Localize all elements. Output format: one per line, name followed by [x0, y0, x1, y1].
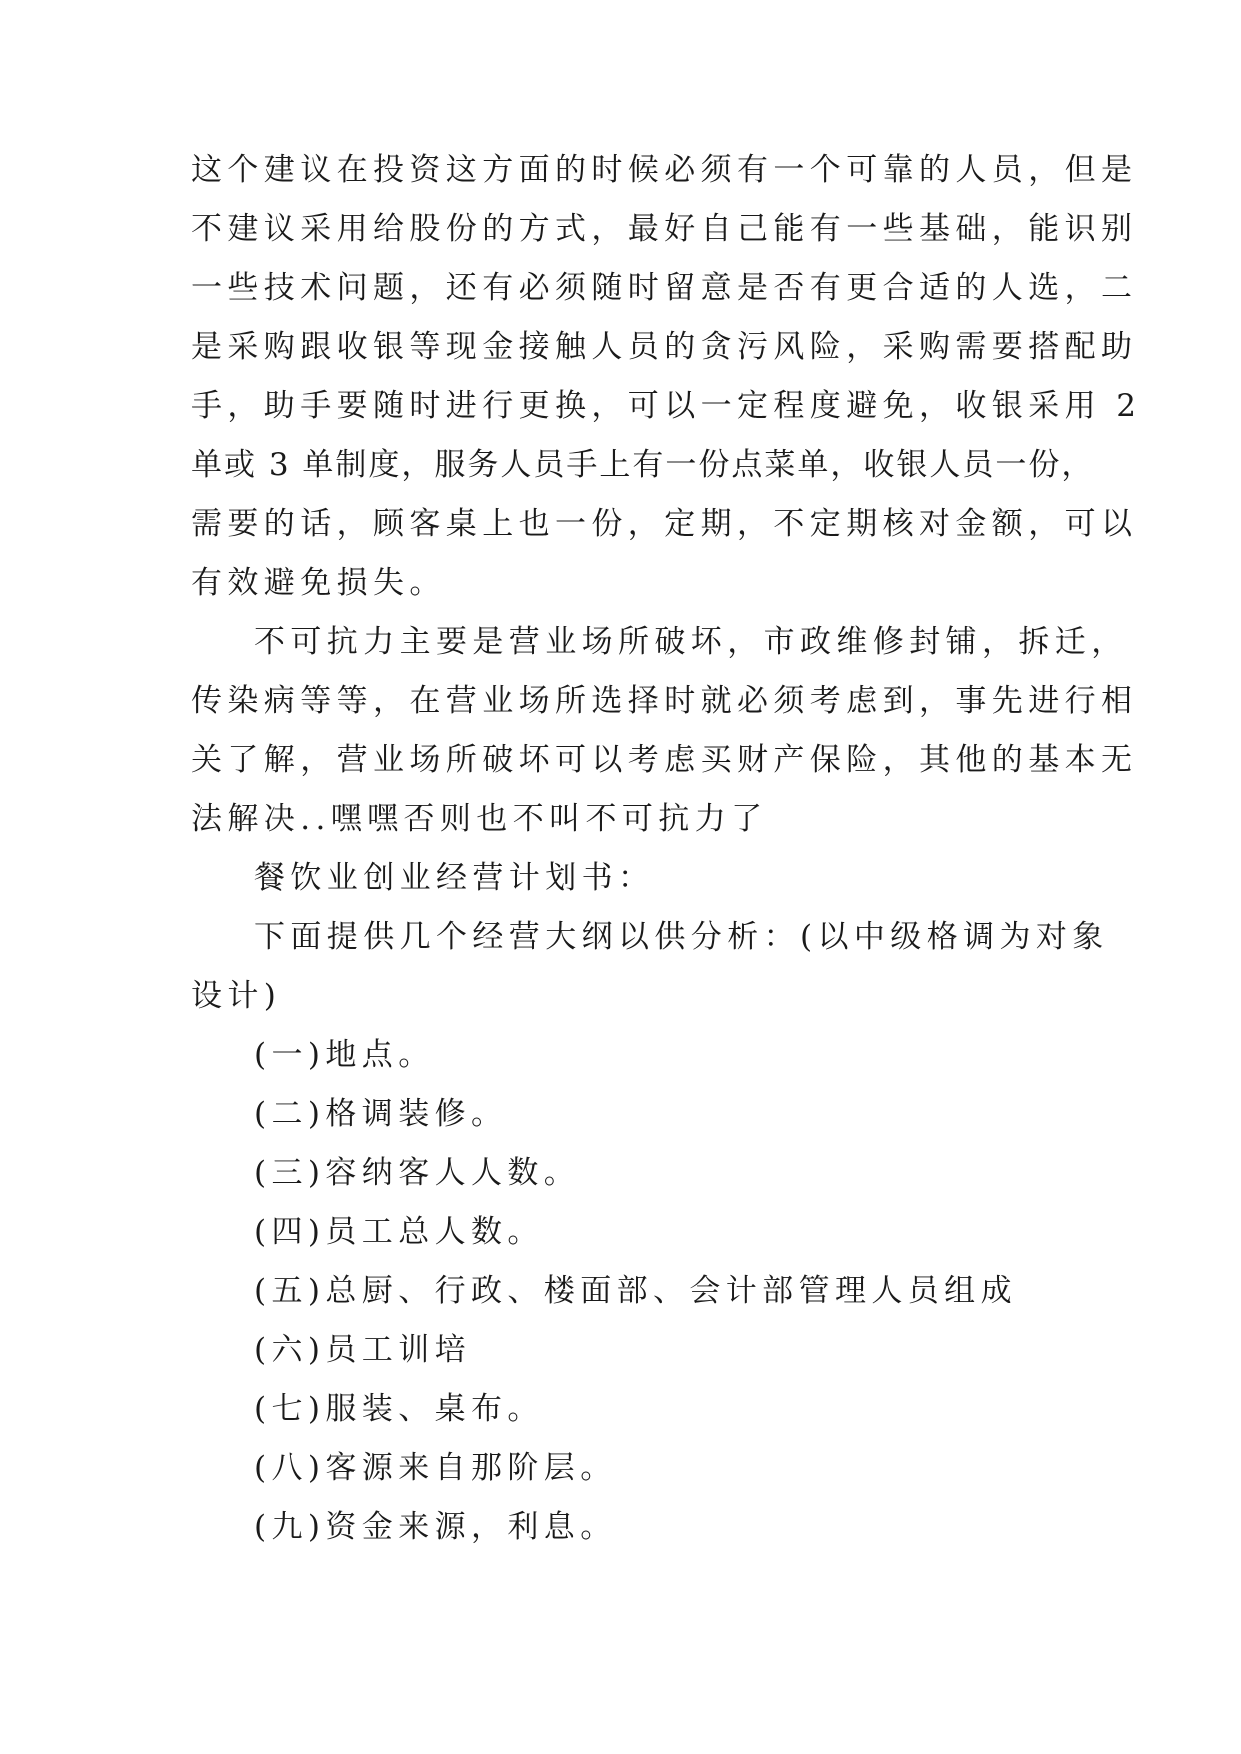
paragraph-line: 需要的话，顾客桌上也一份，定期，不定期核对金额，可以 — [191, 506, 1138, 542]
list-item: (八)客源来自那阶层。 — [254, 1450, 617, 1486]
section-heading: 餐饮业创业经营计划书： — [254, 860, 655, 896]
list-item: (九)资金来源，利息。 — [254, 1509, 617, 1545]
paragraph-line: 关了解，营业场所破坏可以考虑买财产保险，其他的基本无 — [191, 742, 1138, 778]
paragraph-line: 一些技术问题，还有必须随时留意是否有更合适的人选，二 — [191, 270, 1138, 306]
paragraph-line: 设计) — [191, 978, 282, 1014]
list-item: (三)容纳客人人数。 — [254, 1155, 581, 1191]
paragraph-line: 不可抗力主要是营业场所破坏，市政维修封铺，拆迁， — [254, 624, 1128, 660]
paragraph-line: 下面提供几个经营大纲以供分析：(以中级格调为对象 — [254, 919, 1109, 955]
list-item: (七)服装、桌布。 — [254, 1391, 544, 1427]
list-item: (六)员工训培 — [254, 1332, 471, 1368]
list-item: (四)员工总人数。 — [254, 1214, 544, 1250]
paragraph-line: 法解决..嘿嘿否则也不叫不可抗力了 — [191, 801, 768, 837]
paragraph-line: 手，助手要随时进行更换，可以一定程度避免，收银采用 2 — [191, 388, 1142, 424]
list-item: (二)格调装修。 — [254, 1096, 508, 1132]
paragraph-line: 单或 3 单制度，服务人员手上有一份点菜单，收银人员一份， — [191, 447, 1095, 483]
paragraph-line: 是采购跟收银等现金接触人员的贪污风险，采购需要搭配助 — [191, 329, 1138, 365]
paragraph-line: 有效避免损失。 — [191, 565, 446, 601]
paragraph-line: 这个建议在投资这方面的时候必须有一个可靠的人员，但是 — [191, 152, 1138, 188]
paragraph-line: 不建议采用给股份的方式，最好自己能有一些基础，能识别 — [191, 211, 1138, 247]
list-item: (五)总厨、行政、楼面部、会计部管理人员组成 — [254, 1273, 1017, 1309]
list-item: (一)地点。 — [254, 1037, 435, 1073]
paragraph-line: 传染病等等，在营业场所选择时就必须考虑到，事先进行相 — [191, 683, 1138, 719]
